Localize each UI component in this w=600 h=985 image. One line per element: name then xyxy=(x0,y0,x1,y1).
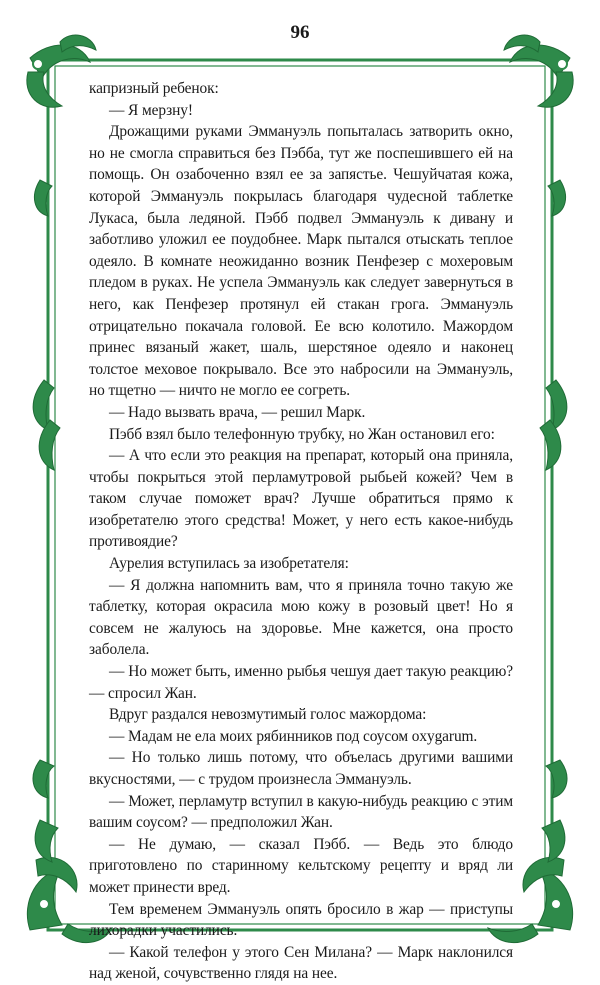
paragraph: — Может, перламутр вступил в какую-нибудь реакцию с этим вашим соусом? — предположил Жан. xyxy=(89,792,513,832)
paragraph: Тем временем Эммануэль опять бросило в жар — приступы лихорадки участились. xyxy=(89,900,513,940)
paragraph: — Какой телефон у этого Сен Милана? — Марк наклонился над женой, сочувственно глядя на нее. xyxy=(89,943,513,983)
paragraph: капризный ребенок: xyxy=(89,80,219,97)
paragraph: Аурелия вступилась за изобретателя: xyxy=(109,555,349,573)
paragraph: — Надо вызвать врача, — решил Марк. xyxy=(109,403,366,421)
paragraph: — Я должна напомнить вам, что я приняла точно такую же таблетку, которая окрасила мою кожу в розовый цвет! Но я совсем не жалуюсь на здоровье. Мне кажется, она просто заболела. xyxy=(89,576,513,659)
page-number: 96 xyxy=(290,22,310,43)
paragraph: Дрожащими руками Эммануэль попыталась затворить окно, но не смогла справиться без Пэбба, тут же поспешившего ей на помощь. Он озабоченно взял ее за запястье. Чешуйчатая кожа, которой Эммануэль покрылась благодаря чудесной таблетке Лукаса, была ледяной. Пэбб подвел Эммануэль к дивану и заботливо уложил ее поудобнее. Марк пытался отыскать теплое одеяло. В комнате неожиданно возник Пенфезер с мохеровым пледом в руках. Не успела Эммануэль как следует завернуться в него, как Пенфезер протянул ей стакан грога. Эммануэль отрицательно покачала головой. Ее всю колотило. Мажордом принес вязаный жакет, шаль, шерстяное одеяло и наконец толстое меховое покрывало. Все это набросили на Эммануэль, но тщетно — ничто не могло ее согреть. xyxy=(89,123,513,400)
corner-ornament-top-right xyxy=(504,35,573,107)
paragraph: — Я мерзну! xyxy=(109,101,193,119)
paragraph: — А что если это реакция на препарат, который она приняла, чтобы покрыться этой перламутровой рыбьей кожей? Чем в таком случае поможет врач? Лучше обратиться прямо к изобретателю этого средства! Может, у него есть какое-нибудь противоядие? xyxy=(89,447,513,551)
body-text xyxy=(89,78,513,985)
corner-ornament-top-left xyxy=(27,35,96,107)
paragraph: — Но только лишь потому, что объелась другими вашими вкусностями, — с трудом произнесла Эммануэль. xyxy=(89,749,513,788)
paragraph: Пэбб взял было телефонную трубку, но Жан остановил его: xyxy=(109,425,495,443)
paragraph: Вдруг раздался невозмутимый голос мажордома: xyxy=(109,706,427,724)
paragraph: — Мадам не ела моих рябинников под соусом oxygarum. xyxy=(109,727,478,745)
paragraph: — Но может быть, именно рыбья чешуя дает такую реакцию? — спросил Жан. xyxy=(89,663,513,702)
paragraph: — Не думаю, — сказал Пэбб. — Ведь это блюдо приготовлено по старинному кельтскому рецепту и вряд ли может принести вред. xyxy=(89,835,513,896)
